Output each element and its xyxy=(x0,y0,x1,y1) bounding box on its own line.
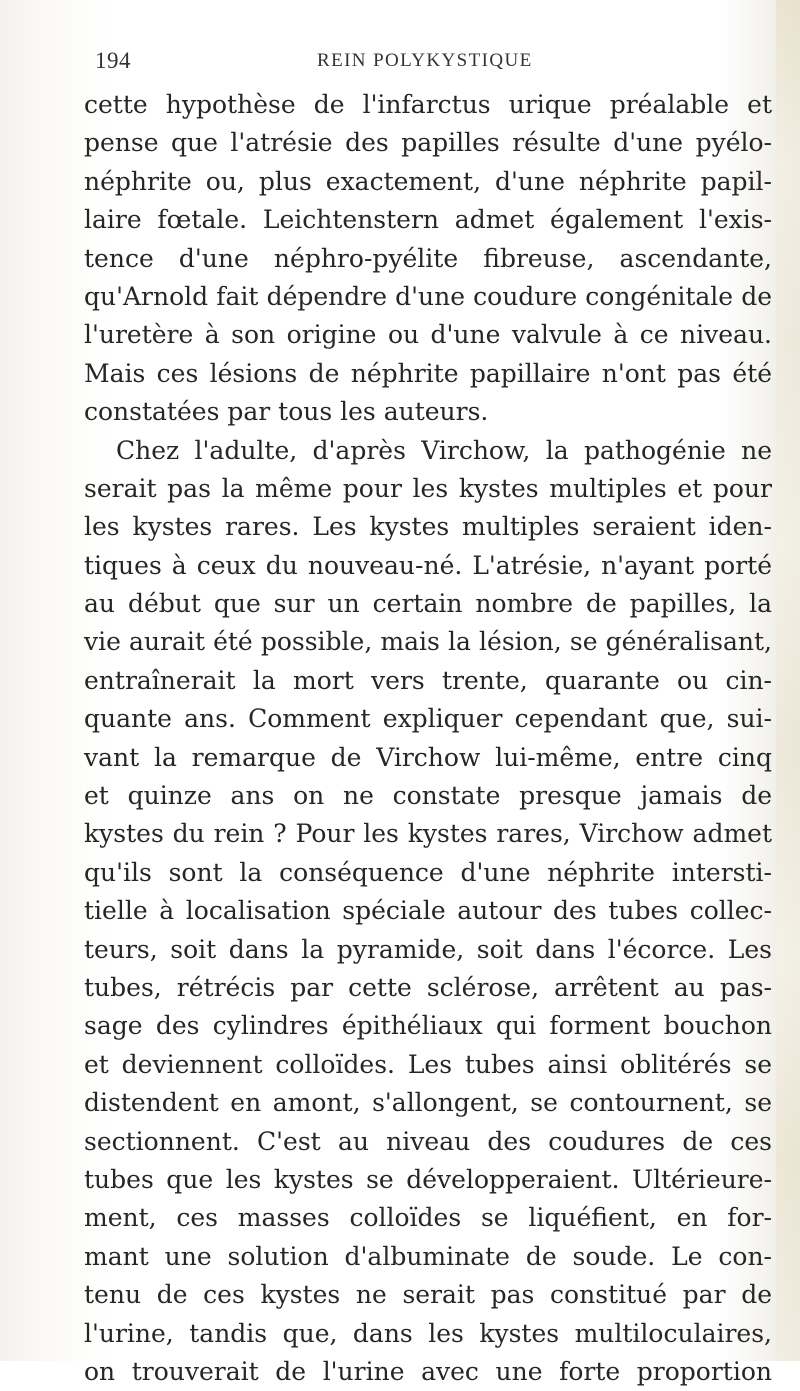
text-line: et deviennent colloïdes. Les tubes ainsi oblitérés se xyxy=(84,1049,772,1079)
text-line: quante ans. Comment expliquer cependant que, sui- xyxy=(84,704,772,734)
text-line: tielle à localisation spéciale autour des tubes collec- xyxy=(84,896,772,926)
page-header xyxy=(95,48,735,76)
page-number: 194 xyxy=(95,48,131,73)
text-line: tiques à ceux du nouveau-né. L'atrésie, n'ayant porté xyxy=(84,550,772,580)
text-line: ment, ces masses colloïdes se liquéfient, en for- xyxy=(84,1203,772,1233)
text-line: au début que sur un certain nombre de papilles, la xyxy=(84,589,772,619)
text-line: qu'ils sont la conséquence d'une néphrite intersti- xyxy=(84,857,772,887)
body-text xyxy=(84,86,772,1391)
text-line: Mais ces lésions de néphrite papillaire n'ont pas été xyxy=(84,358,772,388)
text-line: pense que l'atrésie des papilles résulte d'une pyélo- xyxy=(84,128,772,158)
text-line: laire fœtale. Leichtenstern admet également l'exis- xyxy=(84,205,772,235)
text-line: et quinze ans on ne constate presque jamais de xyxy=(84,781,772,811)
text-line: mant une solution d'albuminate de soude. Le con- xyxy=(84,1241,772,1271)
text-line: Chez l'adulte, d'après Virchow, la pathogénie ne xyxy=(116,435,772,465)
text-line: tubes, rétrécis par cette sclérose, arrêtent au pas- xyxy=(84,972,772,1002)
text-line: kystes du rein ? Pour les kystes rares, Virchow admet xyxy=(84,819,772,849)
text-line: néphrite ou, plus exactement, d'une néphrite papil- xyxy=(84,166,772,196)
text-line: constatées par tous les auteurs. xyxy=(84,397,489,427)
text-line: distendent en amont, s'allongent, se contournent, se xyxy=(84,1088,772,1118)
text-line: cette hypothèse de l'infarctus urique préalable et xyxy=(84,90,772,119)
text-line: teurs, soit dans la pyramide, soit dans l'écorce. Les xyxy=(84,934,772,964)
text-line: l'urine, tandis que, dans les kystes multiloculaires, xyxy=(84,1318,772,1348)
text-line: on trouverait de l'urine avec une forte proportion xyxy=(84,1356,772,1386)
text-line: l'uretère à son origine ou d'une valvule à ce niveau. xyxy=(84,320,772,350)
running-title: REIN POLYKYSTIQUE xyxy=(317,50,533,71)
text-line: tubes que les kystes se développeraient. Ultérieure- xyxy=(84,1164,772,1194)
text-line: sectionnent. C'est au niveau des coudures de ces xyxy=(84,1126,772,1156)
text-line: sage des cylindres épithéliaux qui forment bouchon xyxy=(84,1011,772,1041)
text-line: qu'Arnold fait dépendre d'une coudure congénitale de xyxy=(84,281,772,311)
text-line: vant la remarque de Virchow lui-même, entre cinq xyxy=(84,742,772,772)
text-line: tenu de ces kystes ne serait pas constitué par de xyxy=(84,1280,772,1310)
text-line: tence d'une néphro-pyélite fibreuse, ascendante, xyxy=(84,243,772,273)
text-line: entraînerait la mort vers trente, quarante ou cin- xyxy=(84,665,772,695)
page-edge-stain xyxy=(776,0,800,1361)
text-line: vie aurait été possible, mais la lésion, se généralisant, xyxy=(84,627,772,657)
text-line: les kystes rares. Les kystes multiples seraient iden- xyxy=(84,512,772,542)
text-line: serait pas la même pour les kystes multiples et pour xyxy=(84,473,772,503)
